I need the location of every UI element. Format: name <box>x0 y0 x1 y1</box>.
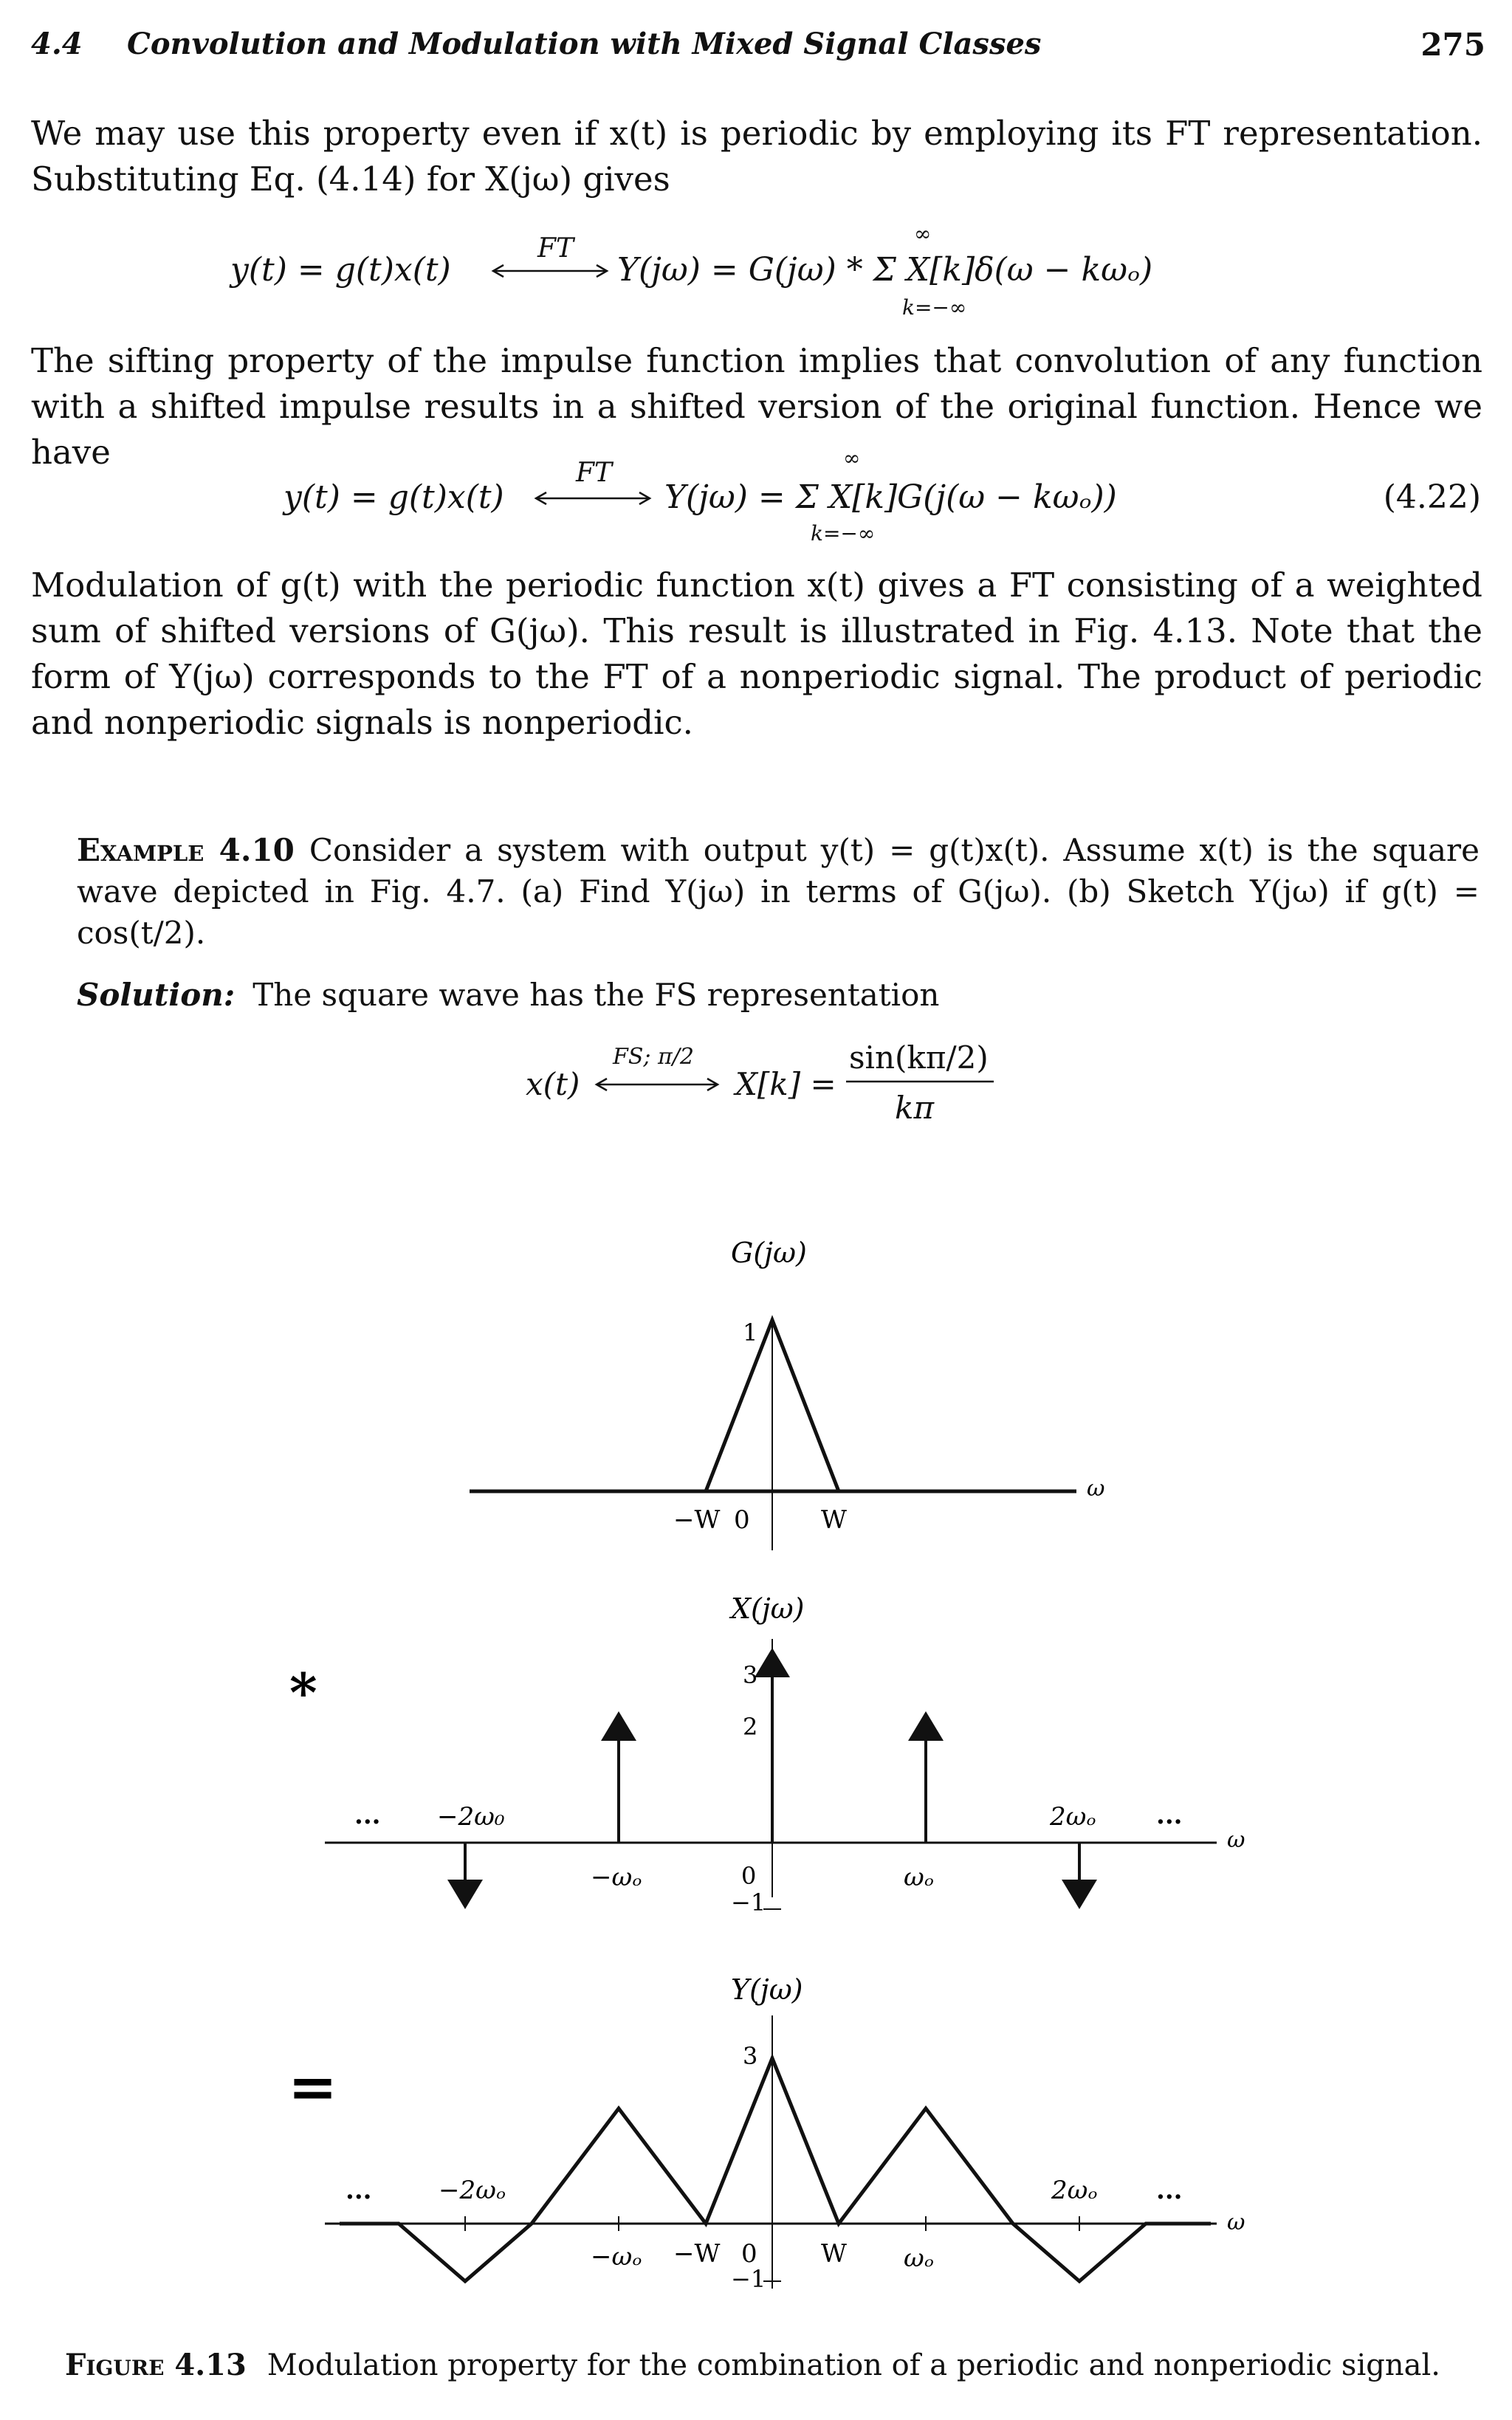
eq2-arrow-label: FT <box>576 458 612 488</box>
plot2-axis-label: ω <box>1227 1827 1245 1853</box>
plot3-label-pos-w0: ωₒ <box>904 2244 934 2273</box>
plot2-label-pos-2w0: 2ωₒ <box>1050 1802 1096 1832</box>
eq2-sum-bottom: k=−∞ <box>811 521 876 546</box>
plot1-title: G(jω) <box>731 1237 807 1269</box>
eq3-arrow-label: FS; π/2 <box>613 1044 694 1070</box>
section-number: 4.4 <box>31 27 83 61</box>
plot1-axis-label: ω <box>1087 1476 1105 1502</box>
example-block <box>77 830 1480 954</box>
eq1-sum-bottom: k=−∞ <box>902 295 967 320</box>
example-label: Example 4.10 <box>77 832 295 868</box>
plot3-label-neg-w: −W <box>673 2239 721 2269</box>
equation-3 <box>0 1034 1512 1137</box>
plot1-tick-zero: 0 <box>734 1505 750 1535</box>
plot1-tick-neg-w: −W <box>673 1505 721 1535</box>
page-number: 275 <box>1420 27 1485 63</box>
eq3-rhs: X[k] = <box>735 1066 836 1102</box>
plot3-label-w: W <box>821 2239 847 2269</box>
eq2-rhs: Y(jω) = Σ X[k]G(j(ω − kωₒ)) <box>664 478 1117 516</box>
plot3-title: Y(jω) <box>731 1973 803 2006</box>
paragraph-1: We may use this property even if x(t) is periodic by employing its FT representation. Substituting Eq. (4.14) for X(jω) gives <box>31 114 1482 199</box>
plot3-waveform <box>340 2058 1211 2281</box>
plot1-peak-label: 1 <box>743 1319 758 1347</box>
plot2-label-neg-2w0: −2ω₀ <box>437 1802 505 1832</box>
eq3-frac-num: sin(kπ/2) <box>849 1039 989 1076</box>
caption-label: Figure 4.13 <box>65 2348 247 2382</box>
plot3-label-minus-one: −1 <box>731 2265 766 2293</box>
plot2-label-3: 3 <box>743 1661 758 1689</box>
convolution-operator: * <box>289 1661 317 1724</box>
eq1-rhs: Y(jω) = G(jω) * Σ X[k]δ(ω − kωₒ) <box>617 251 1153 289</box>
equation-1 <box>0 221 1512 325</box>
plot2-title: X(jω) <box>731 1592 805 1625</box>
equals-operator: = <box>288 2052 338 2121</box>
page-header <box>31 27 1485 71</box>
section-title: Convolution and Modulation with Mixed Signal Classes <box>127 27 1042 61</box>
eq3-lhs: x(t) <box>526 1066 580 1102</box>
plot3-label-3: 3 <box>743 2042 758 2070</box>
equation-2 <box>0 441 1512 545</box>
eq3-frac-den: kπ <box>895 1090 935 1126</box>
plot3-label-neg-w0: −ωₒ <box>591 2242 642 2272</box>
figure-caption <box>65 2348 1440 2382</box>
eq1-sum-top: ∞ <box>914 221 932 246</box>
eq2-lhs: y(t) = g(t)x(t) <box>284 478 504 516</box>
plot2-label-2: 2 <box>743 1713 758 1741</box>
eq3-arrow-icon <box>591 1073 724 1096</box>
caption-text: Modulation property for the combination of a periodic and nonperiodic signal. <box>267 2348 1440 2382</box>
eq1-lhs: y(t) = g(t)x(t) <box>230 251 451 289</box>
equation-number: (4.22) <box>1383 478 1481 516</box>
plot3-ellipsis-right: ... <box>1156 2176 1183 2205</box>
plot1-tick-w: W <box>821 1505 847 1535</box>
plot3-label-zero: 0 <box>741 2239 757 2269</box>
plot3-ellipsis-left: ... <box>346 2176 372 2205</box>
plot2-label-zero: 0 <box>741 1862 757 1890</box>
plot2-ellipsis-right: ... <box>1156 1801 1183 1830</box>
example-text: Consider a system with output y(t) = g(t)x(t). Assume x(t) is the square wave depicted in Fig. 4.7. (a) Find Y(jω) in terms of G(jω). (b) Sketch Y(jω) if g(t) = cos(t/2). <box>77 832 1480 951</box>
plot2-ellipsis-left: ... <box>354 1801 381 1830</box>
plot-y <box>325 1973 1245 2293</box>
plot2-label-minus-one: −1 <box>731 1888 766 1917</box>
eq2-arrow-icon <box>530 487 656 509</box>
plot3-label-pos-2w0: 2ωₒ <box>1051 2176 1098 2205</box>
solution-label: Solution: <box>77 977 236 1013</box>
figure-4-13 <box>0 1211 1512 2333</box>
eq1-arrow-label: FT <box>537 233 574 264</box>
solution-line <box>77 974 1480 1016</box>
plot-g <box>470 1237 1104 1550</box>
paragraph-2: The sifting property of the impulse function implies that convolution of any function with a shifted impulse results in a shifted version of the original function. Hence we have <box>31 341 1482 472</box>
paragraph-3: Modulation of g(t) with the periodic function x(t) gives a FT consisting of a weighted sum of shifted versions of G(jω). This result is illustrated in Fig. 4.13. Note that the form of Y(jω) corresponds to the FT of a nonperiodic signal. The product of periodic and nonperiodic signals is nonperiodic. <box>31 566 1482 742</box>
eq2-sum-top: ∞ <box>843 446 861 470</box>
eq3-fraction-bar <box>846 1079 994 1084</box>
plot3-axis-label: ω <box>1227 2210 1245 2235</box>
plot2-label-neg-w0: −ωₒ <box>591 1863 642 1892</box>
eq1-arrow-icon <box>487 260 613 282</box>
plot3-label-neg-2w0: −2ωₒ <box>439 2176 506 2205</box>
plot2-label-pos-w0: ωₒ <box>904 1863 934 1892</box>
plot-x <box>325 1592 1245 1917</box>
solution-text: The square wave has the FS representation <box>252 977 940 1013</box>
